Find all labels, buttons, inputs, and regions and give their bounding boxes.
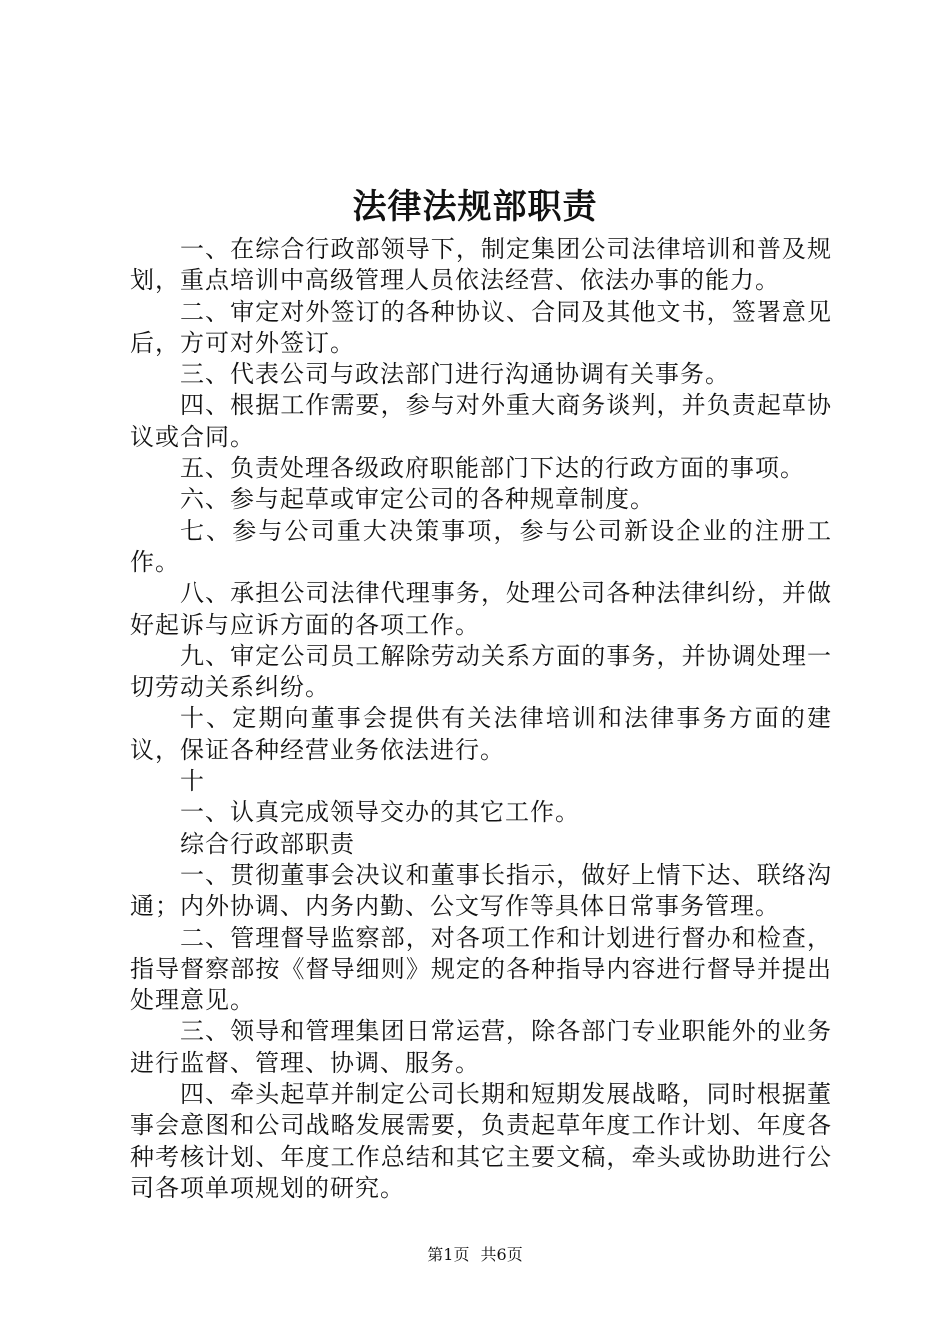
paragraph: 一、贯彻董事会决议和董事长指示，做好上情下达、联络沟通；内外协调、内务内勤、公文写作等具体日常事务管理。: [130, 860, 832, 921]
paragraph: 十、定期向董事会提供有关法律培训和法律事务方面的建议，保证各种经营业务依法进行。: [130, 704, 832, 764]
paragraph: 一、在综合行政部领导下，制定集团公司法律培训和普及规划，重点培训中高级管理人员依法经营、依法办事的能力。: [130, 235, 832, 295]
paragraph: 七、参与公司重大决策事项，参与公司新设企业的注册工作。: [130, 516, 832, 576]
paragraph: 九、审定公司员工解除劳动关系方面的事务，并协调处理一切劳动关系纠纷。: [130, 641, 832, 702]
page-title: 法律法规部职责: [352, 187, 598, 227]
paragraph: 五、负责处理各级政府职能部门下达的行政方面的事项。: [180, 454, 805, 483]
page-number: 第1页: [427, 1245, 470, 1264]
paragraph: 四、牵头起草并制定公司长期和短期发展战略，同时根据董事会意图和公司战略发展需要，负责起草年度工作计划、年度各种考核计划、年度工作总结和其它主要文稿，牵头或协助进行公司各项单项规划的研究。: [130, 1080, 832, 1202]
page-footer: [0, 1244, 950, 1266]
page-total: 共6页: [480, 1245, 523, 1264]
paragraph: 八、承担公司法律代理事务，处理公司各种法律纠纷，并做好起诉与应诉方面的各项工作。: [130, 579, 832, 639]
paragraph: 一、认真完成领导交办的其它工作。: [180, 798, 580, 827]
paragraph: 四、根据工作需要，参与对外重大商务谈判，并负责起草协议或合同。: [130, 391, 832, 451]
paragraph: 六、参与起草或审定公司的各种规章制度。: [180, 485, 655, 514]
section-heading: 综合行政部职责: [180, 829, 355, 858]
paragraph: 三、领导和管理集团日常运营，除各部门专业职能外的业务进行监督、管理、协调、服务。: [130, 1017, 832, 1077]
paragraph: 三、代表公司与政法部门进行沟通协调有关事务。: [180, 360, 730, 389]
paragraph: 二、管理督导监察部，对各项工作和计划进行督办和检查，指导督察部按《督导细则》规定的各种指导内容进行督导并提出处理意见。: [130, 923, 832, 1015]
paragraph: 十: [180, 767, 205, 796]
document-body: [130, 234, 832, 1204]
paragraph: 二、审定对外签订的各种协议、合同及其他文书，签署意见后，方可对外签订。: [130, 297, 832, 357]
